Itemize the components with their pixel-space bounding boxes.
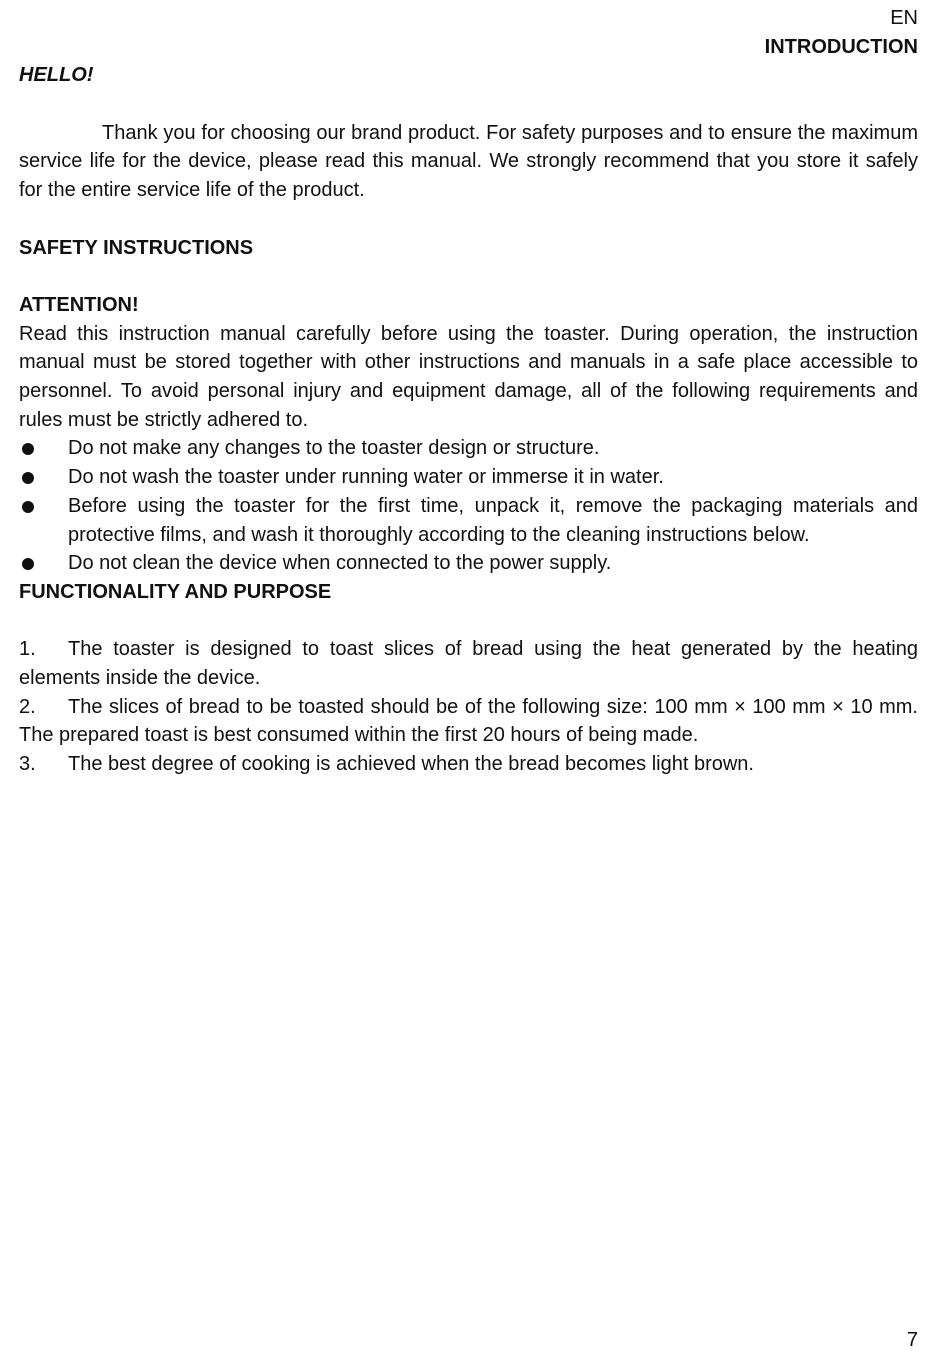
bullet-text: Before using the toaster for the first time, unpack it, remove the packaging materials and protective films, and wash it thoroughly according to the cleaning instructions below. bbox=[68, 494, 918, 546]
bullet-text: Do not make any changes to the toaster design or structure. bbox=[68, 437, 600, 460]
safety-heading: SAFETY INSTRUCTIONS bbox=[19, 236, 254, 259]
bullet-item bbox=[19, 492, 918, 549]
item-text: The slices of bread to be toasted should be of the following size: 100 mm × 100 mm × 10 mm. The prepared toast is best consumed within the first 20 hours of being made. bbox=[19, 695, 918, 747]
item-number: 2. bbox=[19, 695, 36, 718]
page-number: 7 bbox=[906, 1329, 918, 1351]
functionality-heading: FUNCTIONALITY AND PURPOSE bbox=[19, 580, 332, 603]
bullet-text: Do not wash the toaster under running water or immerse it in water. bbox=[68, 466, 664, 489]
bullet-item bbox=[19, 463, 918, 492]
bullet-dot-icon bbox=[22, 558, 34, 570]
bullet-item bbox=[19, 549, 918, 578]
manual-page bbox=[19, 4, 918, 779]
numbered-item bbox=[19, 635, 918, 692]
attention-heading: ATTENTION! bbox=[19, 293, 139, 316]
numbered-item bbox=[19, 750, 918, 779]
greeting: HELLO! bbox=[19, 64, 94, 87]
numbered-item bbox=[19, 693, 918, 750]
item-text: The toaster is designed to toast slices of bread using the heat generated by the heating elements inside the device. bbox=[19, 638, 918, 690]
item-number: 1. bbox=[19, 638, 36, 661]
bullet-item bbox=[19, 434, 918, 463]
bullet-dot-icon bbox=[22, 472, 34, 484]
safety-bullet-list bbox=[19, 434, 918, 578]
section-title: INTRODUCTION bbox=[764, 35, 918, 58]
bullet-dot-icon bbox=[22, 501, 34, 513]
language-label: EN bbox=[890, 7, 918, 29]
functionality-list bbox=[19, 635, 918, 779]
bullet-dot-icon bbox=[22, 443, 34, 455]
intro-paragraph: Thank you for choosing our brand product. For safety purposes and to ensure the maximum service life for the device, please read this manual. We strongly recommend that you store it safely for the entire service life of the product. bbox=[19, 121, 918, 202]
item-text: The best degree of cooking is achieved when the bread becomes light brown. bbox=[68, 753, 754, 776]
safety-paragraph: Read this instruction manual carefully before using the toaster. During operation, the instruction manual must be stored together with other instructions and manuals in a safe place accessible to personnel. To avoid personal injury and equipment damage, all of the following requirements and rules must be strictly adhered to. bbox=[19, 322, 918, 431]
item-number: 3. bbox=[19, 753, 36, 776]
bullet-text: Do not clean the device when connected to the power supply. bbox=[68, 552, 612, 575]
